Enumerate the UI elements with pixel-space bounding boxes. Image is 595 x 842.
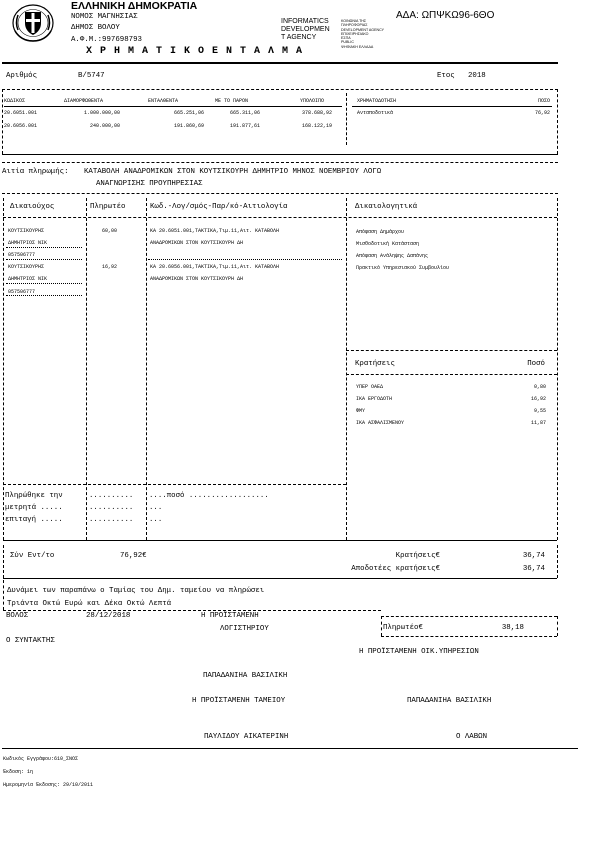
paid-amount-dots: ....ποσό .................. xyxy=(149,492,269,500)
country-title: ΕΛΛΗΝΙΚΗ ΔΗΜΟΚΡΑΤΙΑ xyxy=(71,0,198,12)
deduction-name: ΦΜΥ xyxy=(356,408,366,414)
ida-text-line: ΕΣΠΑ xyxy=(341,36,351,41)
account-code: 20.6051.001 xyxy=(4,110,38,116)
account-ordered: 191.860,69 xyxy=(173,123,204,129)
deduction-amount: 16,92 xyxy=(530,396,546,402)
number-value: Β/5747 xyxy=(78,72,105,80)
main-table-left xyxy=(3,198,4,540)
cash-dots: .......... xyxy=(89,504,134,512)
beneficiary-name: ΔΗΜΗΤΡΙΟΣ ΝΙΚ xyxy=(8,240,48,246)
tax-id: Α.Φ.Μ.:997698793 xyxy=(71,36,142,44)
paid-on-label: Πληρώθηκε την xyxy=(5,492,63,500)
main-table-right xyxy=(557,198,558,540)
beneficiary-surname: ΚΟΥΤΣΙΚΟΥΡΗΣ xyxy=(8,264,45,270)
returned-deductions-label: Αποδοτέες κρατήσεις€ xyxy=(351,565,440,573)
beneficiary-header: Δικαιούχος xyxy=(10,203,55,211)
funding-header: ΧΡΗΜΑΤΟΔΟΤΗΣΗ xyxy=(357,98,397,104)
coat-of-arms-emblem xyxy=(10,3,56,43)
deduction-name: ΙΚΑ ΕΡΓΟΔΟΤΗ xyxy=(356,396,393,402)
ida-logo xyxy=(281,18,339,42)
ida-logo-line-3: T AGENCY xyxy=(281,34,317,41)
ida-text-line: ΨΗΦΙΑΚΗ ΕΛΛΑΔΑ xyxy=(341,44,374,49)
accounting-head-title: Η ΠΡΟΪΣΤΑΜΕΝΗ xyxy=(201,612,259,620)
deduction-name: ΥΠΕΡ ΟΑΕΔ xyxy=(356,384,384,390)
treasury-head-name: ΠΑΥΛΙΔΟΥ ΑΙΚΑΤΕΡΙΝΗ xyxy=(204,733,289,741)
payable-total-value: 38,18 xyxy=(501,624,524,632)
treasury-head-title: Η ΠΡΟΪΣΤΑΜΕΝΗ ΤΑΜΕΙΟΥ xyxy=(192,697,286,705)
number-label: Αριθμός xyxy=(6,72,38,80)
receiver-label: Ο ΛΑΒΩΝ xyxy=(456,733,488,741)
accounts-header-code: ΚΩΔΙΚΟΣ xyxy=(4,98,26,104)
beneficiary-surname: ΚΟΥΤΣΙΚΟΥΡΗΣ xyxy=(8,228,45,234)
deduction-amount: 0,80 xyxy=(533,384,546,390)
accounts-table-top xyxy=(2,89,558,90)
prefecture-label: ΝΟΜΟΣ ΜΑΓΝΗΣΙΑΣ xyxy=(71,13,138,21)
issue-date: 28/12/2018 xyxy=(86,612,131,620)
account-balance: 168.122,19 xyxy=(301,123,332,129)
funding-amount-header: ΠΟΣΟ xyxy=(537,98,550,104)
description-header: Κωδ.-Λογ/σμός-Παρ/κό-Αιτιολογία xyxy=(150,203,288,211)
ida-text-line: DEVELOPMENT AGENCY xyxy=(341,27,385,32)
ida-text-line: ΠΛΗΡΟΦΟΡΙΑΣ xyxy=(341,23,368,28)
document-item: Μισθοδοτική Κατάσταση xyxy=(356,241,420,247)
deductions-total-value: 36,74 xyxy=(522,552,545,560)
edition-label: Έκδοση: 1η xyxy=(3,769,34,775)
ada-code: ΑΔΑ: ΩΠΨΚΩ96-6ΘΟ xyxy=(396,10,495,21)
ida-logo-line-2: DEVELOPMEN xyxy=(281,26,330,33)
deduction-name: ΙΚΑ ΑΣΦΑΛΙΣΜΕΝΟΥ xyxy=(356,420,405,426)
cash-label: μετρητά ..... xyxy=(5,504,63,512)
financial-head-name: ΠΑΠΑΔΑΝΙΗΑ ΒΑΣΙΛΙΚΗ xyxy=(407,697,492,705)
deductions-amount-header: Ποσό xyxy=(527,360,545,368)
payment-order-text: Δυνάμει των παραπάνω ο Ταμίας του Δημ. ταμείου να πληρώσει xyxy=(7,587,265,595)
ida-logo-text xyxy=(341,19,384,49)
deduction-amount: 11,87 xyxy=(530,420,546,426)
accounts-divider xyxy=(346,93,347,145)
deductions-total-label: Κρατήσεις€ xyxy=(395,552,440,560)
ida-logo-line-1: INFORMATICS xyxy=(281,18,329,25)
amount-in-words: Τριάντα Οκτώ Ευρώ και Δέκα Οκτώ Λεπτά xyxy=(7,600,172,608)
document-item: Απόφαση Ανάληψης Δαπάνης xyxy=(356,253,429,259)
paid-on-dots: .......... xyxy=(89,492,134,500)
description-line: ΚΑ 20.6051.001,ΤΑΚΤΙΚΑ,Τιμ.11,Αιτ. ΚΑΤΑΒΟΛΗ xyxy=(150,228,280,234)
description-line: ΑΝΑΔΡΟΜΙΚΩΝ ΣΤΟΝ ΚΟΥΤΣΙΚΟΥΡΗ ΔΗ xyxy=(150,240,244,246)
document-item: Πρακτικό Υπηρεσιακού Συμβουλίου xyxy=(356,265,450,271)
cash-dots-right: ... xyxy=(149,504,163,512)
account-formed: 240.000,00 xyxy=(89,123,120,129)
payable-header: Πληρωτέο xyxy=(90,203,126,211)
ida-text-line: ΕΠΙΧΕΙΡΗΣΙΑΚΟ xyxy=(341,31,369,36)
returned-deductions-value: 36,74 xyxy=(522,565,545,573)
account-balance: 378.688,92 xyxy=(301,110,332,116)
account-code: 20.6056.001 xyxy=(4,123,38,129)
year-label: Ετος xyxy=(437,72,455,80)
payable-amount: 60,00 xyxy=(102,228,118,234)
beneficiary-name: ΔΗΜΗΤΡΙΟΣ ΝΙΚ xyxy=(8,276,48,282)
accounts-header-formed: ΔΙΑΜΟΡΦΩΘΕΝΤΑ xyxy=(64,98,104,104)
payment-cause-line-2: ΑΝΑΓΝΩΡΙΣΗΣ ΠΡΟΥΠΗΡΕΣΙΑΣ xyxy=(96,180,203,188)
city: ΒΟΛΟΣ xyxy=(6,612,29,620)
payment-cause-label: Αιτία πληρωμής: xyxy=(2,168,69,176)
main-table-bottom xyxy=(3,540,557,541)
sum-label: Σύν Εντ/το xyxy=(10,552,55,560)
header-rule xyxy=(2,62,558,64)
composer-label: Ο ΣΥΝΤΑΚΤΗΣ xyxy=(6,637,55,645)
documents-header: Δικαιολογητικά xyxy=(355,203,418,211)
municipality-label: ΔΗΜΟΣ ΒΟΛΟΥ xyxy=(71,24,120,32)
payable-total-label: Πληρωτέο€ xyxy=(383,624,423,632)
account-formed: 1.000.000,00 xyxy=(83,110,120,116)
cheque-label: επιταγή ..... xyxy=(5,516,63,524)
signatory-name: ΠΑΠΑΔΑΝΙΗΑ ΒΑΣΙΛΙΚΗ xyxy=(203,672,288,680)
ida-text-line: PUBLIC xyxy=(341,40,354,45)
footer-rule xyxy=(2,748,578,749)
beneficiary-tax-id: 057506777 xyxy=(8,289,36,295)
ida-text-line: ΚΟΙΝΩΝΙΑ ΤΗΣ xyxy=(341,19,367,23)
cheque-dots-right: ... xyxy=(149,516,163,524)
cheque-dots: .......... xyxy=(89,516,134,524)
description-line: ΚΑ 20.6056.001,ΤΑΚΤΙΚΑ,Τιμ.11,Αιτ. ΚΑΤΑΒΟΛΗ xyxy=(150,264,280,270)
account-current: 191.877,61 xyxy=(229,123,260,129)
accounts-table-bottom xyxy=(2,154,558,155)
document-title: Χ Ρ Η Μ Α Τ Ι Κ Ο Ε Ν Τ Α Λ Μ Α xyxy=(86,46,304,57)
document-item: Απόφαση Δημάρχου xyxy=(356,229,405,235)
sum-value: 76,92€ xyxy=(120,552,147,560)
funding-amount: 76,92 xyxy=(534,110,550,116)
beneficiary-tax-id: 057506777 xyxy=(8,252,36,258)
edition-date: Ημερομηνία Έκδοσης: 29/10/2011 xyxy=(3,782,94,788)
accounts-header-current: ΜΕ ΤΟ ΠΑΡΟΝ xyxy=(215,98,249,104)
financial-head-title: Η ΠΡΟΪΣΤΑΜΕΝΗ ΟΙΚ.ΥΠΗΡΕΣΙΩΝ xyxy=(359,648,479,656)
payable-amount: 16,92 xyxy=(102,264,118,270)
accounting-dept: ΛΟΓΙΣΤΗΡΙΟΥ xyxy=(220,625,269,633)
funding-source: Ανταποδοτικά xyxy=(357,110,394,116)
deductions-header: Κρατήσεις xyxy=(355,360,395,368)
year-value: 2018 xyxy=(468,72,486,80)
accounts-header-balance: ΥΠΟΛΟΙΠΟ xyxy=(300,98,325,104)
account-ordered: 665.251,06 xyxy=(173,110,204,116)
description-line: ΑΝΑΔΡΟΜΙΚΩΝ ΣΤΟΝ ΚΟΥΤΣΙΚΟΥΡΗ ΔΗ xyxy=(150,276,244,282)
accounts-header-ordered: ΕΝΤΑΛΘΕΝΤΑ xyxy=(148,98,179,104)
account-current: 665.311,06 xyxy=(229,110,260,116)
deduction-amount: 9,55 xyxy=(533,408,546,414)
document-code: Κωδικός Εγγράφου:610_ΣΝΟΣ xyxy=(3,756,79,762)
payment-cause-line-1: ΚΑΤΑΒΟΛΗ ΑΝΑΔΡΟΜΙΚΩΝ ΣΤΟΝ ΚΟΥΤΣΙΚΟΥΡΗ ΔΗΜΗΤΡΙΟ ΜΗΝΟΣ ΝΟΕΜΒΡΙΟΥ ΛΟΓΩ xyxy=(84,168,382,176)
